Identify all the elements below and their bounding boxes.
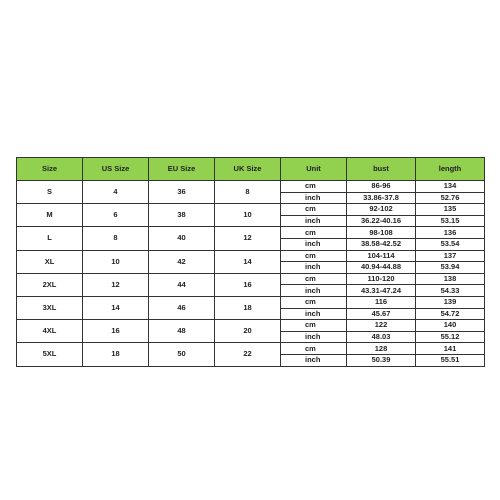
- bust-cell: 48.03: [347, 331, 416, 343]
- bust-cell: 98-108: [347, 227, 416, 239]
- uk-size-cell: 12: [215, 227, 281, 250]
- unit-cell: inch: [281, 215, 347, 227]
- length-cell: 135: [416, 204, 485, 216]
- bust-cell: 50.39: [347, 354, 416, 366]
- bust-cell: 92-102: [347, 204, 416, 216]
- table-row: [17, 343, 485, 355]
- uk-size-cell: 8: [215, 181, 281, 204]
- us-size-cell: 16: [83, 320, 149, 343]
- table-row: [17, 227, 485, 239]
- us-size-cell: 12: [83, 273, 149, 296]
- length-cell: 55.12: [416, 331, 485, 343]
- unit-cell: inch: [281, 285, 347, 297]
- table-row: [17, 250, 485, 262]
- header-size: Size: [17, 158, 83, 181]
- length-cell: 138: [416, 273, 485, 285]
- eu-size-cell: 40: [149, 227, 215, 250]
- length-cell: 134: [416, 181, 485, 193]
- eu-size-cell: 48: [149, 320, 215, 343]
- uk-size-cell: 22: [215, 343, 281, 366]
- length-cell: 136: [416, 227, 485, 239]
- eu-size-cell: 36: [149, 181, 215, 204]
- bust-cell: 116: [347, 296, 416, 308]
- eu-size-cell: 42: [149, 250, 215, 273]
- bust-cell: 110-120: [347, 273, 416, 285]
- size-cell: 3XL: [17, 296, 83, 319]
- unit-cell: cm: [281, 273, 347, 285]
- length-cell: 141: [416, 343, 485, 355]
- uk-size-cell: 20: [215, 320, 281, 343]
- us-size-cell: 10: [83, 250, 149, 273]
- length-cell: 52.76: [416, 192, 485, 204]
- us-size-cell: 8: [83, 227, 149, 250]
- eu-size-cell: 46: [149, 296, 215, 319]
- uk-size-cell: 16: [215, 273, 281, 296]
- unit-cell: cm: [281, 320, 347, 332]
- unit-cell: cm: [281, 181, 347, 193]
- bust-cell: 128: [347, 343, 416, 355]
- size-cell: S: [17, 181, 83, 204]
- length-cell: 140: [416, 320, 485, 332]
- us-size-cell: 18: [83, 343, 149, 366]
- size-cell: 2XL: [17, 273, 83, 296]
- size-cell: M: [17, 204, 83, 227]
- bust-cell: 86-96: [347, 181, 416, 193]
- table-row: [17, 320, 485, 332]
- header-us-size: US Size: [83, 158, 149, 181]
- table-body: [17, 181, 485, 367]
- unit-cell: cm: [281, 250, 347, 262]
- size-cell: 5XL: [17, 343, 83, 366]
- unit-cell: cm: [281, 296, 347, 308]
- bust-cell: 45.67: [347, 308, 416, 320]
- length-cell: 55.51: [416, 354, 485, 366]
- size-cell: XL: [17, 250, 83, 273]
- header-bust: bust: [347, 158, 416, 181]
- unit-cell: inch: [281, 262, 347, 274]
- bust-cell: 38.58-42.52: [347, 238, 416, 250]
- bust-cell: 36.22-40.16: [347, 215, 416, 227]
- table-row: [17, 204, 485, 216]
- length-cell: 137: [416, 250, 485, 262]
- length-cell: 139: [416, 296, 485, 308]
- length-cell: 54.72: [416, 308, 485, 320]
- eu-size-cell: 50: [149, 343, 215, 366]
- bust-cell: 104-114: [347, 250, 416, 262]
- uk-size-cell: 14: [215, 250, 281, 273]
- header-length: length: [416, 158, 485, 181]
- unit-cell: cm: [281, 227, 347, 239]
- us-size-cell: 14: [83, 296, 149, 319]
- unit-cell: inch: [281, 331, 347, 343]
- us-size-cell: 6: [83, 204, 149, 227]
- header-unit: Unit: [281, 158, 347, 181]
- size-cell: 4XL: [17, 320, 83, 343]
- unit-cell: inch: [281, 308, 347, 320]
- table-row: [17, 273, 485, 285]
- size-chart-table: [16, 157, 485, 367]
- table-row: [17, 181, 485, 193]
- eu-size-cell: 44: [149, 273, 215, 296]
- bust-cell: 40.94-44.88: [347, 262, 416, 274]
- table-row: [17, 296, 485, 308]
- length-cell: 53.94: [416, 262, 485, 274]
- table-header: [17, 158, 485, 181]
- unit-cell: inch: [281, 238, 347, 250]
- unit-cell: inch: [281, 354, 347, 366]
- unit-cell: cm: [281, 343, 347, 355]
- unit-cell: cm: [281, 204, 347, 216]
- length-cell: 53.15: [416, 215, 485, 227]
- header-uk-size: UK Size: [215, 158, 281, 181]
- uk-size-cell: 10: [215, 204, 281, 227]
- header-eu-size: EU Size: [149, 158, 215, 181]
- bust-cell: 43.31-47.24: [347, 285, 416, 297]
- length-cell: 54.33: [416, 285, 485, 297]
- header-row: [17, 158, 485, 181]
- uk-size-cell: 18: [215, 296, 281, 319]
- bust-cell: 33.86-37.8: [347, 192, 416, 204]
- length-cell: 53.54: [416, 238, 485, 250]
- eu-size-cell: 38: [149, 204, 215, 227]
- unit-cell: inch: [281, 192, 347, 204]
- us-size-cell: 4: [83, 181, 149, 204]
- size-cell: L: [17, 227, 83, 250]
- bust-cell: 122: [347, 320, 416, 332]
